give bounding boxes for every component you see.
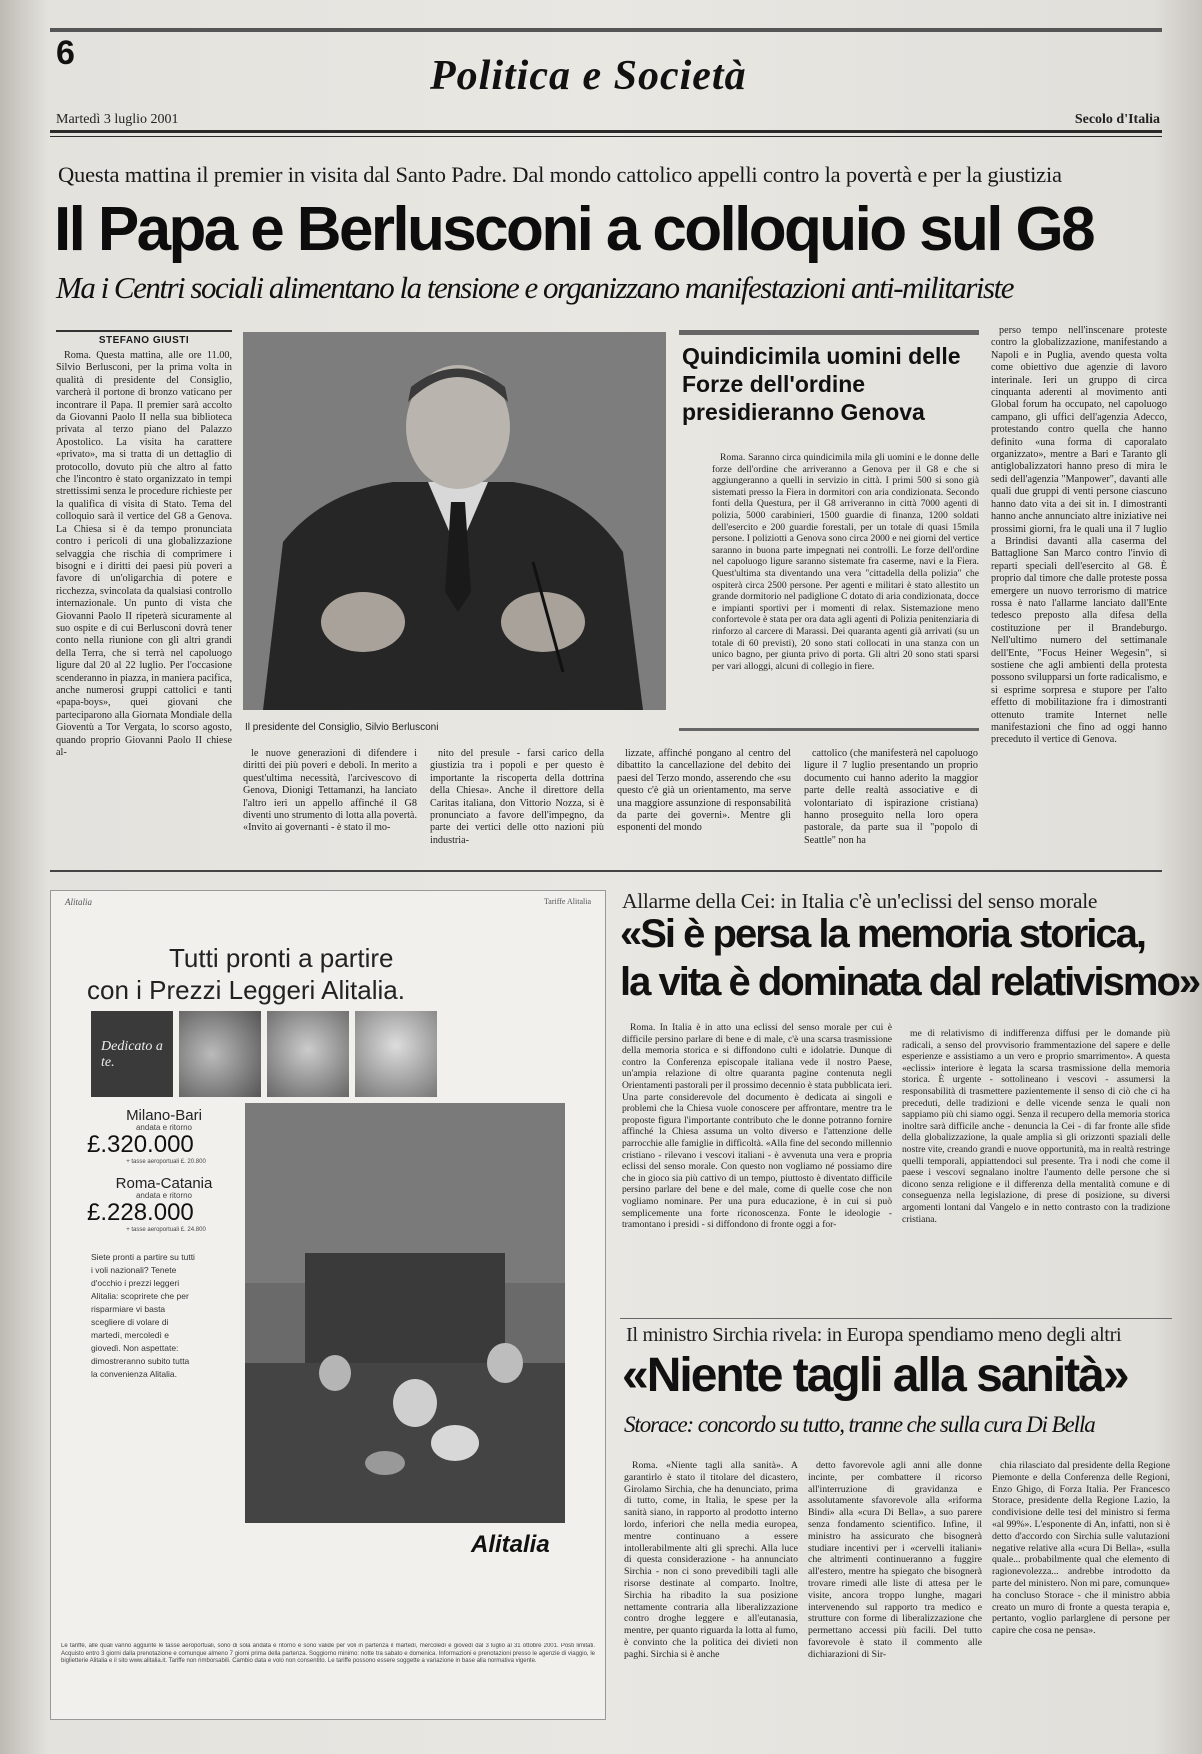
sanita-col-1 (624, 1460, 798, 1740)
ad-tile-photo-3 (355, 1011, 437, 1097)
lead-col-6 (991, 325, 1167, 857)
issue-date: Martedì 3 luglio 2001 (56, 112, 179, 127)
cei-col-2-text: me di relativismo di indifferenza diffusi per le domande più radicali, a senso del provvisorio frammentazione del sapere e delle esperienze e assistiamo a un vero e proprio smarrimento». A questa «eclissi» interiore è legata la scarsa trasmissione della memoria storica. È urgente - sottolineano i vescovi - assumersi la responsabilità di trasmettere pazientemente il senso di ciò che ci ha preceduti, delle tradizioni e delle vicende senza le quali non sappiamo più chi siamo oggi. Senza il recupero della memoria storica inoltre sarà difficile anche - denuncia la Cei - di far fronte alle sfide della globalizzazione, la quale amplia sì gli orizzonti spaziali delle nostre vite, creando grandi e nuove opportunità, ma in realtà restringe quelli temporali, appiattendoci sul presente. Tra i nodi che come il paese i vescovi segnalano inoltre l'aumento delle persone che si dicono senza religione e il differenza della mentalità comune e di conseguenza nella legislazione, di prese di posizione, su diversi argomenti lontani dal Vangelo e in netto contrasto con la tradizione cristiana. (902, 1028, 1170, 1225)
sidebar-top-rule (679, 330, 979, 335)
ad-tile-photo-2 (267, 1011, 349, 1097)
sanita-col-1-text: Roma. «Niente tagli alla sanità». A garantirlo è stato il titolare del dicastero, Girolamo Sirchia, che ha denunciato, prima di tutto, come, in Italia, le spese per la sanità siano, in rapporto al prodotto interno lordo, inferiori che nella media europea, mentre continuano a essere intollerabilmente alti gli sprechi. Alla luce di questa considerazione - ha annunciato Sirchia - non ci sono prevedibili tagli alle risorse destinate al comparto. Inoltre, Sirchia ha ribadito la sua posizione nettamente contraria alla liberalizzazione contro droghe leggere e all'eutanasia, mentre, per quanto riguarda la lotta al fumo, è convinto che la politica dei divieti non paghi. Sirchia si è anche (624, 1460, 798, 1660)
lead-col-4-text: lizzate, affinché pongano al centro del dibattito la cancellazione del debito dei paesi del Terzo mondo, asserendo che «su questo c'è già un orientamento, ma serve una maggiore assunzione di responsabilità da parte dei governi». Mentre gli esponenti del mondo (617, 748, 791, 834)
route-2-note: + tasse aeroportuali £. 24.800 (126, 1227, 206, 1233)
cei-headline-1: «Si è persa la memoria storica, (620, 912, 1145, 956)
lead-col-1 (56, 350, 232, 854)
alitalia-logo[interactable]: Alitalia (471, 1531, 550, 1558)
top-rule (50, 28, 1162, 32)
lead-kicker: Questa mattina il premier in visita dal Santo Padre. Dal mondo cattolico appelli contro la povertà e per la giustizia (58, 162, 1062, 187)
ad-headline-2: con i Prezzi Leggeri Alitalia. (87, 975, 405, 1005)
sanita-col-3-text: chia rilasciato dal presidente della Regione Piemonte e della Conferenza delle Regioni, Enzo Ghigo, di Forza Italia. Per Francesco Storace, presidente della Regione Lazio, la condivisione delle tesi del ministro si ferma «al 99%». L'esponente di An, infatti, non sì è detto d'accordo con Sirchia sulle valutazioni negative relative alla «cura Di Bella», «sulla quale... probabilmente qual che elemento di ragionevolezza... andrebbe introdotto da parte del ministero. Non mi pare, comunque» ha concluso Storace - che il ministro abbia creato un muro di fronte a questa terapia e, pertanto, voglio parlarglene di persone per capire che cosa ne pensa». (992, 1460, 1170, 1637)
ad-tile-text: Dedicato a te. (101, 1039, 163, 1070)
route-1-note: + tasse aeroportuali £. 20.800 (126, 1159, 206, 1165)
ad-top-right: Tariffe Alitalia (543, 897, 591, 906)
sanita-col-3 (992, 1460, 1170, 1740)
lead-col-4 (617, 748, 791, 856)
lead-col-1-text: Roma. Questa mattina, alle ore 11.00, Silvio Berlusconi, per la prima volta in qualità di presidente del Consiglio, varcherà il portone di bronzo vaticano per incontrare il Papa. Il premier sarà accolto da Giovanni Paolo II nella sua biblioteca privata al terzo piano del Palazzo Apostolico. La visita ha carattere «privato», ma si tratta di un dettaglio di protocollo, dovuto più che altro al fatto che l'incontro è stato organizzato in tempi strettissimi senza le procedure richieste per la qualifica di visita di Stato. Tema del colloquio sarà il vertice del G8 a Genova. La Chiesa si è da tempo pronunciata contro i pericoli di una globalizzazione selvaggia che rischia di comprimere i bisogni e i diritti dei paesi più poveri a favore di un'oligarchia di potere e ricchezza, svincolata da qualsiasi controllo internazionale. Un punto di vista che Giovanni Paolo II ripeterà sicuramente al suo ospite e di cui Berlusconi dovrà tener conto nella riunione con gli altri grandi della Terra, che si terrà nel capoluogo ligure dal 20 al 22 luglio. Per l'occasione scenderanno in piazza, in maniera pacifica, anche numerosi gruppi cattolici e tanti «papa-boys», quei giovani che parteciparono alla Giornata Mondiale della Gioventù a Tor Vergata, lo scorso agosto, quando proprio Giovanni Paolo II chiese al- (56, 350, 232, 758)
sanita-top-rule (620, 1318, 1172, 1319)
lead-byline: STEFANO GIUSTI (56, 330, 232, 346)
portrait-illustration (243, 332, 666, 710)
masthead-rule (50, 130, 1162, 133)
sidebar-bottom-rule (679, 728, 979, 731)
section-title: Politica e Società (430, 53, 747, 99)
alitalia-ad[interactable] (50, 890, 606, 1720)
mid-rule (50, 870, 1162, 872)
ad-headline-1: Tutti pronti a partire (169, 943, 394, 973)
cei-col-1-text: Roma. In Italia è in atto una eclissi del senso morale per cui è difficile persino parlare di bene e di male, c'è una scarsa trasmissione della memoria storica e si diffondono culti e idolatrie. Dunque di contro la Conferenza episcopale italiana vede il nostro Paese, un'ampia relazione di oltre quaranta pagine contenuta negli Orientamenti pastorali per il prossimo decennio è stata pubblicata ieri. Una parte considerevole del documento è dedicata ai singoli e problemi che la Chiesa vuole conoscere per affrontare, mentre tra le proposte figura l'importante contributo che le donne potranno fornire affinché la Chiesa assuma un volto diverso e l'attenzione delle parrocchie alle famiglie in difficoltà. «Alla fine del secondo millennio cristiano - rilevano i vescovi italiani - è avvenuta una vera e propria eclissi del senso morale. Con questo non vogliamo né possiamo dire che in gioco sia più cattivo di un tempo, piuttosto è diventato difficile persino parlare del bene e del male, come di quelle cose che non vogliamo nominare. Per una pura educazione, è in cui si può semplicemente una forte riconoscenza. Fonte le ideologie - tramontano i presidi - si diffondono di fronte oggi a for- (622, 1022, 892, 1231)
price-2: £.228.000 (87, 1199, 194, 1226)
ad-tile-dedicato (91, 1011, 173, 1097)
route-2: Roma-Catania (115, 1175, 213, 1192)
ad-tile-photo-1 (179, 1011, 261, 1097)
page-number: 6 (56, 34, 75, 72)
lead-col-2-text: le nuove generazioni di difendere i diritti dei più poveri e deboli. In merito a quest'ultima necessità, l'arcivescovo di Genova, Dionigi Tettamanzi, ha lanciato l'altro ieri un appello affinché il G8 diventi uno strumento di lotta alla povertà. «Invito ai governanti - è stato il mo- (243, 748, 417, 834)
lead-headline: Il Papa e Berlusconi a colloquio sul G8 (54, 195, 1094, 264)
ad-pool-illustration (245, 1103, 565, 1523)
sidebar-headline: Quindicimila uomini delle Forze dell'ordine presidieranno Genova (682, 343, 961, 425)
photo-caption: Il presidente del Consiglio, Silvio Berlusconi (245, 722, 439, 733)
sanita-kicker: Il ministro Sirchia rivela: in Europa spendiamo meno degli altri (626, 1324, 1122, 1346)
sidebar-body-text: Roma. Saranno circa quindicimila mila gli uomini e le donne delle forze dell'ordine che arriveranno a Genova per il G8 e che si aggiungeranno a quelli in servizio in città. I primi 500 si sono già sistemati presso la Fiera in dormitori con aria condizionata. Secondo fonti della Questura, per il G8 arriveranno in città 7000 agenti di polizia, 5000 carabinieri, 1500 guardie di finanza, 1200 soldati dell'esercito e 200 guardie forestali, per un totale di quasi 15mila persone. I poliziotti a Genova sono circa 2000 e nei giorni del vertice saranno in buona parte impegnati nei controlli. Le forze dell'ordine nel capoluogo ligure saranno sistemate fra caserme, navi e la Fiera. Quest'ultima sta diventando una vera "cittadella della polizia" che ospiterà circa 2500 persone. Per agenti e militari è stato allestito un grande dormitorio nel padiglione C dotato di aria condizionata, docce e impianti sportivi per i momenti di relax. Sistemazione meno confortevole è stata per ora data agli agenti di Polizia penitenziaria di rinforzo al carcere di Marassi. Dei quaranta agenti già arrivati (su un totale di 60 previsti), 20 sono stati collocati in una stanza con un unico bagno, per giunta privo di porta. Gli altri 20 sono stati sparsi per vari alloggi, alcuni di collegio in fiere. (712, 452, 979, 672)
price-1: £.320.000 (87, 1131, 194, 1158)
lead-col-6-text: perso tempo nell'inscenare proteste contro la globalizzazione, manifestando a Napoli e in Puglia, avendo questa volta come obiettivo due agenzie di lavoro interinale. Ieri un gruppo di circa cinquanta aderenti al movimento anti Global forum ha occupato, nel capoluogo campano, gli uffici dell'agenzia Adecco, protestando contro quella che hanno definito «una forma di caporalato organizzato», mentre a Bari e Taranto gli antiglobalizzatori hanno preso di mira le sedi dell'agenzia "Manpower", davanti alle quali due gruppi di venti persone ciascuno hanno dato vita a dei sit in. I dimostranti hanno anche annunciato altre iniziative nei prossimi giorni, fra le quali una il 7 luglio a Brindisi davanti alla caserma del Battaglione San Marco contro l'invio di reparti speciali dell'esercito al G8. È proprio dal timore che dalle proteste possa emergere un nuovo terrorismo di matrice rossa è nato l'allarme lanciato dall'Ente tedesco preposto alla difesa della costituzione per il Brandeburgo. Nell'ultimo numero del settimanale dell'Ente, "Focus Heiner Wegesin", si sostiene che agli ambienti della protesta possono svilupparsi un forte radicalismo, e si esprime sorpresa e stupore per l'alto effetto di mobilitazione fra i dimostranti ottenuto tramite Internet nelle manifestazioni che fino ad oggi hanno preceduto il vertice di Genova. (991, 325, 1167, 746)
route-1: Milano-Bari (126, 1107, 202, 1124)
ad-fineprint: Le tariffe, alle quali vanno aggiunte le tasse aeroportuali, sono di sola andata e ritorno e sono valide per voli in partenza il martedì, mercoledì e giovedì dal 3 luglio al 31 ottobre 2001. Posti limitati. Acquisto entro 3 giorni dalla prenotazione e comunque almeno 7 giorni prima della partenza. Soggiorno minimo: notte tra sabato e domenica. Informazioni e prenotazioni presso le agenzie di viaggio, le biglietterie Alitalia e il sito www.alitalia.it. Tariffe non rimborsabili. Cambio data e volo non consentito. Le tariffe possono essere soggette a variazione in base alla normativa vigente. (61, 1643, 595, 1665)
cei-col-1 (622, 1022, 892, 1306)
route-2-sub: andata e ritorno (135, 1191, 193, 1200)
lead-col-5 (804, 748, 978, 856)
sanita-col-2-text: detto favorevole agli anni alle donne incinte, per combattere il ricorso all'interruzione di gravidanza e assolutamente sfavorevole alla «riforma Bindi» alla «cura Di Bella», a suo parere senza fondamento scientifico. Infine, il ministro ha assicurato che bisognerà studiare incentivi per i «cervelli italiani» che altrimenti continueranno a fuggire all'estero, mentre ha spiegato che bisognerà trovare rimedi alle liste di attesa per le visite, ancora troppo lunghe, magari intervenendo sul rapporto tra medico e strutture con forme di liberalizzazione che permettano accessi più facili. Del tutto favorevole è stato il commento alle dichiarazioni di Sir- (808, 1460, 982, 1660)
cei-col-2 (902, 1028, 1170, 1306)
lead-subhead: Ma i Centri sociali alimentano la tensione e organizzano manifestazioni anti-militariste (56, 270, 1013, 305)
lead-col-5-text: cattolico (che manifesterà nel capoluogo ligure il 7 luglio presentando un proprio documento cui hanno aderito la maggior parte delle realtà associative e di volontariato di ispirazione cristiana) hanno proseguito nella loro opera pastorale, da parte sua il "popolo di Seattle" non ha (804, 748, 978, 846)
berlusconi-photo (243, 332, 666, 710)
paper-name: Secolo d'Italia (1074, 112, 1160, 127)
cei-kicker: Allarme della Cei: in Italia c'è un'eclissi del senso morale (622, 889, 1098, 913)
ad-main-photo (245, 1103, 565, 1523)
lead-col-3-text: nito del presule - farsi carico della giustizia tra i popoli e per questo è importante la riscoperta della dottrina della Chiesa». Anche il direttore della Caritas italiana, don Vittorio Nozza, si è pronunciato a favore dell'impegno, da parte dei vertici delle otto nazioni più industria- (430, 748, 604, 846)
ad-top-left: Alitalia (65, 897, 92, 907)
sidebar-body (712, 452, 979, 722)
masthead-rule-thin (50, 136, 1162, 137)
lead-col-2 (243, 748, 417, 856)
sanita-col-2 (808, 1460, 982, 1740)
cei-headline-2: la vita è dominata dal relativismo» (620, 960, 1200, 1004)
lead-col-3 (430, 748, 604, 856)
sanita-headline: «Niente tagli alla sanità» (622, 1349, 1128, 1402)
ad-copy: Siete pronti a partire su tutti i voli nazionali? Tenete d'occhio i prezzi leggeri Alitalia: scoprirete che per risparmiare vi basta scegliere di volare di martedì, mercoledì e giovedì. Non aspettate: dimostreranno subito tutta la convenienza Alitalia. (91, 1252, 195, 1379)
route-1-sub: andata e ritorno (135, 1123, 193, 1132)
sanita-subhead: Storace: concordo su tutto, tranne che sulla cura Di Bella (624, 1412, 1095, 1437)
